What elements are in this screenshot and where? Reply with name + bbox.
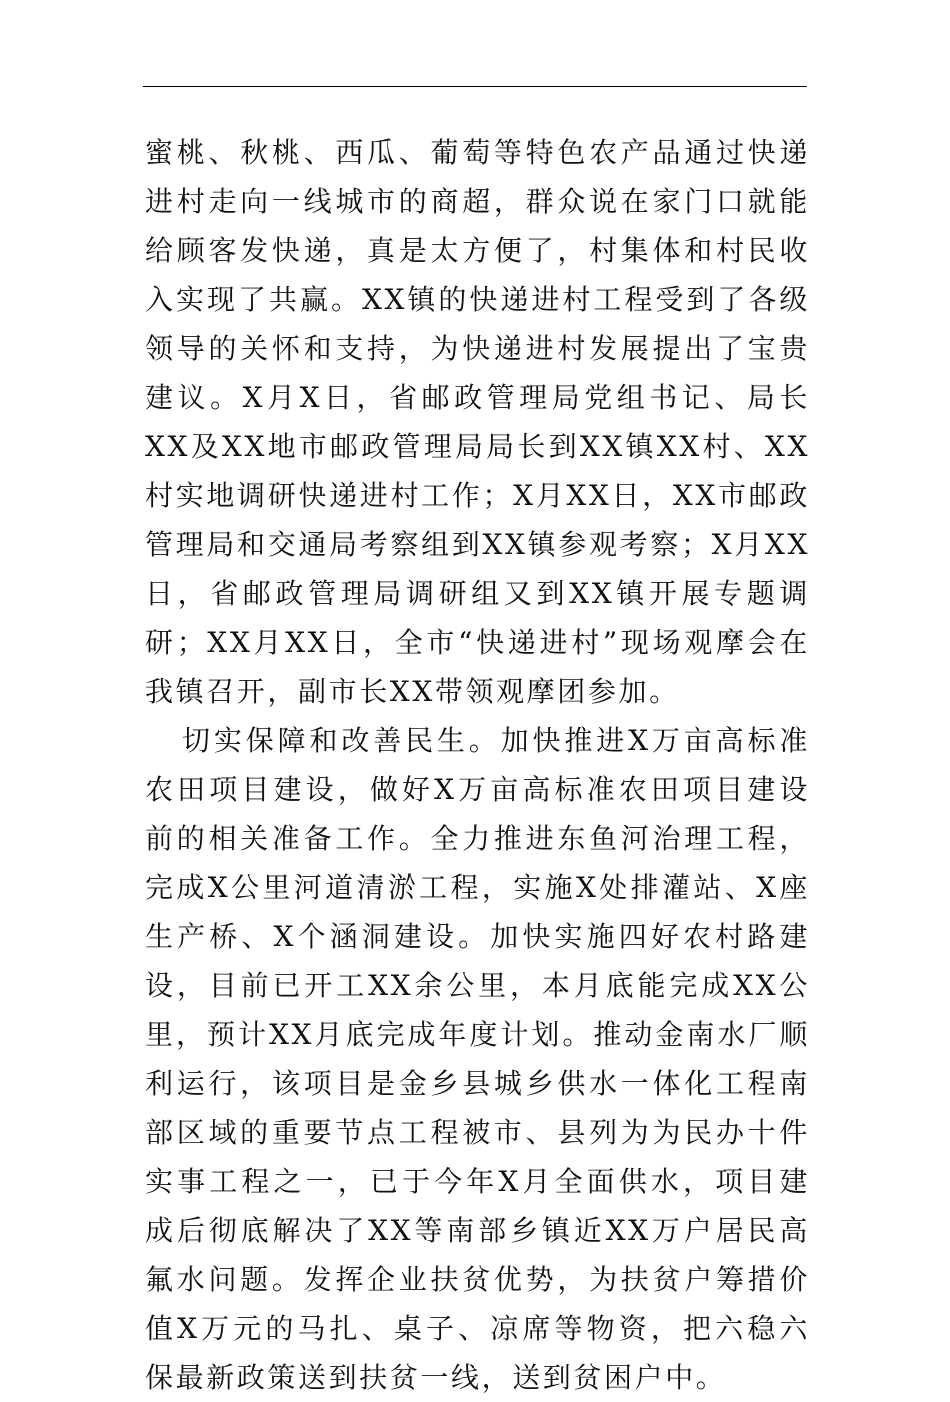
paragraph-express-delivery: 蜜桃、秋桃、西瓜、葡萄等特色农产品通过快递进村走向一线城市的商超，群众说在家门口就能给顾客发快递，真是太方便了，村集体和村民收入实现了共赢。XX镇的快递进村工程受到了各级领导的关怀和支持，为快递进村发展提出了宝贵建议。X月X日，省邮政管理局党组书记、局长XX及XX地市邮政管理局局长到XX镇XX村、XX村实地调研快递进村工作；X月XX日，XX市邮政管理局和交通局考察组到XX镇参观考察；X月XX日，省邮政管理局调研组又到XX镇开展专题调研；XX月XX日，全市“快递进村”现场观摩会在我镇召开，副市长XX带领观摩团参加。 — [145, 136, 810, 708]
paragraph-livelihood: 切实保障和改善民生。加快推进X万亩高标准农田项目建设，做好X万亩高标准农田项目建设前的相关准备工作。全力推进东鱼河治理工程，完成X公里河道清淤工程，实施X处排灌站、X座生产桥、X个涵洞建设。加快实施四好农村路建设，目前已开工XX余公里，本月底能完成XX公里，预计XX月底完成年度计划。推动金南水厂顺利运行，该项目是金乡县城乡供水一体化工程南部区域的重要节点工程被市、县列为为民办十件实事工程之一，已于今年X月全面供水，项目建成后彻底解决了XX等南部乡镇近XX万户居民高氟水问题。发挥企业扶贫优势，为扶贫户筹措价值X万元的马扎、桌子、凉席等物资，把六稳六保最新政策送到扶贫一线，送到贫困户中。 — [145, 724, 810, 1394]
document-body — [145, 128, 810, 1402]
header-rule — [143, 86, 807, 87]
